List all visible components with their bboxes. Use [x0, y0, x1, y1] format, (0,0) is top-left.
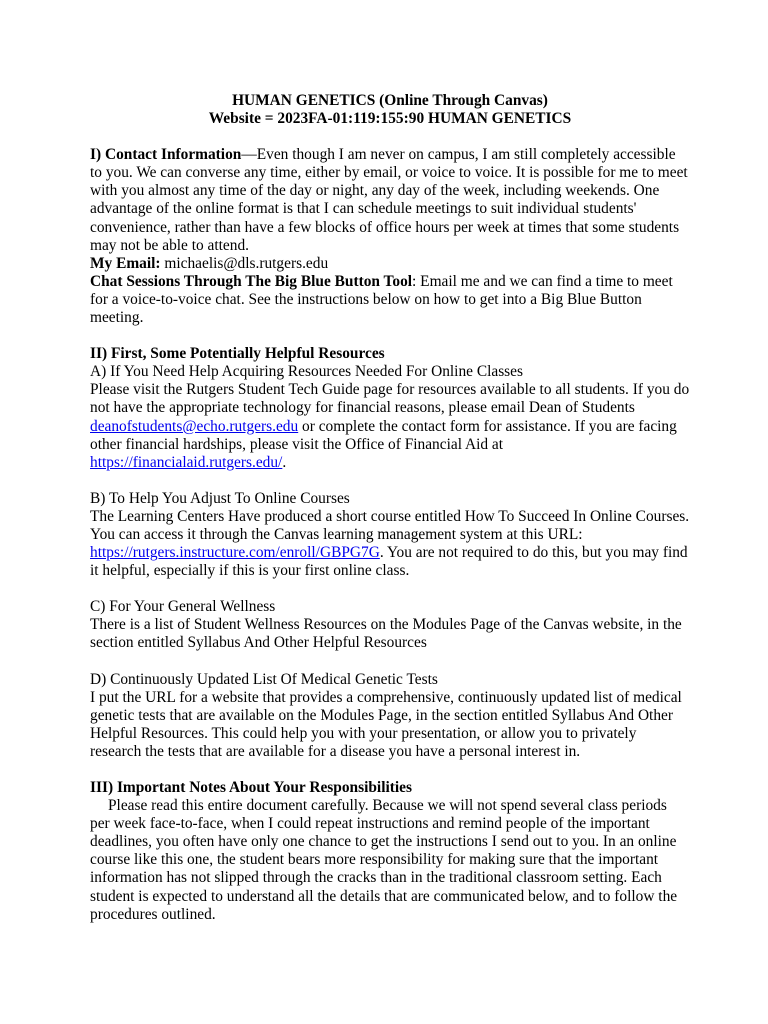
section-a-text: or complete the contact form for assistance. If you are facing other financial hardships, please visit the Office of Financial Aid at [90, 417, 677, 453]
spacer [90, 128, 690, 146]
resources-heading: II) First, Some Potentially Helpful Resources [90, 345, 385, 363]
spacer [90, 653, 690, 671]
section-b-heading: B) To Help You Adjust To Online Courses [90, 489, 350, 507]
section-a-paragraph [90, 381, 690, 471]
section-c-heading: C) For Your General Wellness [90, 598, 276, 616]
spacer [90, 580, 690, 598]
chat-body: : Email me and we can find a time to meet for a voice-to-voice chat. See the instructions below on how to get into a Big Blue Button meeting. [90, 272, 673, 327]
chat-label: Chat Sessions Through The Big Blue Button Tool [90, 272, 413, 290]
document-body [90, 92, 690, 924]
dean-email-link[interactable]: deanofstudents@echo.rutgers.edu [90, 417, 299, 435]
spacer [90, 472, 690, 490]
responsibilities-heading: III) Important Notes About Your Responsibilities [90, 779, 412, 796]
email-line [90, 255, 690, 273]
section-b-text: The Learning Centers Have produced a short course entitled How To Succeed In Online Courses. You can access it through the Canvas learning management system at this URL: [90, 507, 690, 543]
website-title: Website = 2023FA-01:119:155:90 HUMAN GENETICS [208, 110, 572, 128]
canvas-enroll-link[interactable]: https://rutgers.instructure.com/enroll/GBPG7G [90, 544, 380, 562]
contact-body: Even though I am never on campus, I am still completely accessible to you. We can converse any time, either by email, or voice to voice. It is possible for me to meet with you almost any time of the day or night, any day of the week, including weekends. One advantage of the online format is that I can schedule meetings to suit individual students' convenience, rather than have a few blocks of office hours per week at times that some students may not be able to attend. [90, 146, 688, 254]
section-c-paragraph: There is a list of Student Wellness Resources on the Modules Page of the Canvas website, in the section entitled Syllabus And Other Helpful Resources [90, 616, 682, 652]
email-label: My Email: [90, 254, 161, 272]
contact-heading: I) Contact Information [90, 146, 242, 164]
contact-dash: — [241, 146, 257, 164]
spacer [90, 327, 690, 345]
section-b-text: . You are not required to do this, but you may find it helpful, especially if this is your first online class. [90, 544, 688, 580]
email-value: michaelis@dls.rutgers.edu [160, 254, 329, 272]
responsibilities-paragraph: Please read this entire document carefully. Because we will not spend several class periods per week face-to-face, when I could repeat instructions and remind people of the important deadlines, you often have only one chance to get the instructions I send out to you. In an online course like this one, the student bears more responsibility for making sure that the important information has not slipped through the cracks than in the traditional classroom setting. Each student is expected to understand all the details that are communicated below, and to follow the procedures outlined. [90, 797, 678, 923]
section-a-text: . [282, 453, 287, 471]
section-d-paragraph: I put the URL for a website that provides a comprehensive, continuously updated list of medical genetic tests that are available on the Modules Page, in the section entitled Syllabus And Other Helpful Resources. This could help you with your presentation, or allow you to privately research the tests that are available for a disease you have a personal interest in. [90, 688, 682, 760]
spacer [90, 761, 690, 779]
section-a-text: Please visit the Rutgers Student Tech Guide page for resources available to all students. If you do not have the appropriate technology for financial reasons, please email Dean of Students [90, 381, 690, 417]
financial-aid-link[interactable]: https://financialaid.rutgers.edu/ [90, 453, 283, 471]
section-b-paragraph [90, 508, 690, 580]
contact-paragraph [90, 146, 690, 255]
section-d-heading: D) Continuously Updated List Of Medical Genetic Tests [90, 670, 438, 688]
section-a-heading: A) If You Need Help Acquiring Resources Needed For Online Classes [90, 363, 523, 381]
document-title: HUMAN GENETICS (Online Through Canvas) [232, 92, 548, 109]
chat-paragraph [90, 273, 690, 327]
